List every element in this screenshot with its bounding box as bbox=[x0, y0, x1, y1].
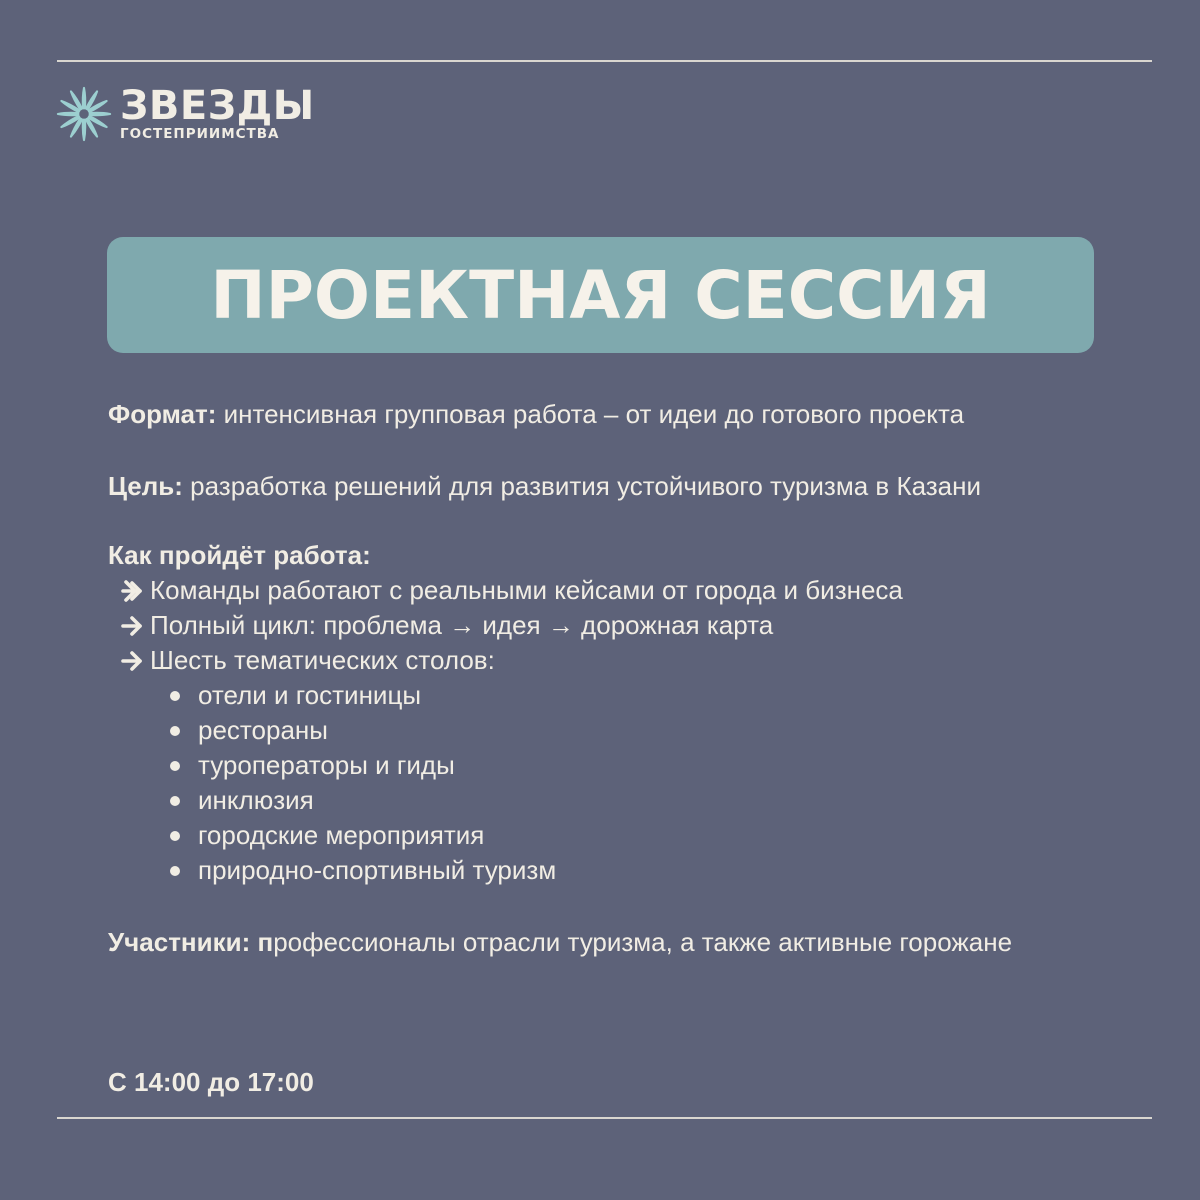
bullet-dot-icon bbox=[170, 796, 180, 806]
logo-ray bbox=[83, 120, 85, 140]
bullet-dot-icon bbox=[170, 726, 180, 736]
table-topic: инклюзия bbox=[198, 785, 314, 815]
session-time: С 14:00 до 17:00 bbox=[108, 1067, 314, 1097]
logo-ray bbox=[90, 113, 110, 115]
top-divider bbox=[57, 60, 1152, 62]
list-item bbox=[170, 818, 556, 853]
table-topic: городские мероприятия bbox=[198, 820, 485, 850]
participants-text: рофессионалы отрасли туризма, а также активные горожане bbox=[273, 927, 1013, 957]
tables-list bbox=[170, 678, 556, 888]
bullet-dot-icon bbox=[170, 866, 180, 876]
arrow-right-icon bbox=[120, 648, 146, 674]
goal-paragraph bbox=[108, 469, 981, 504]
bullet-dot-icon bbox=[170, 691, 180, 701]
format-label: Формат: bbox=[108, 399, 217, 429]
logo-ray bbox=[83, 88, 85, 108]
sparkle-star-icon bbox=[55, 85, 113, 143]
list-item bbox=[170, 678, 556, 713]
participants-paragraph bbox=[108, 925, 1108, 960]
brand-name: ЗВЕЗДЫ bbox=[120, 82, 315, 129]
bullet-dot-icon bbox=[170, 831, 180, 841]
goal-label: Цель: bbox=[108, 471, 183, 501]
list-item bbox=[170, 783, 556, 818]
participants-label: Участники: п bbox=[108, 927, 274, 957]
step-text: Полный цикл: проблема → идея → дорожная карта bbox=[150, 610, 774, 640]
page-title: ПРОЕКТНАЯ СЕССИЯ bbox=[210, 256, 991, 334]
brand-subtitle: ГОСТЕПРИИМСТВА bbox=[120, 125, 280, 142]
bullet-dot-icon bbox=[170, 761, 180, 771]
step-item bbox=[120, 643, 903, 678]
step-item bbox=[120, 573, 903, 608]
title-banner bbox=[107, 237, 1094, 353]
table-topic: рестораны bbox=[198, 715, 328, 745]
brand-logo bbox=[55, 82, 315, 146]
how-heading: Как пройдёт работа: bbox=[108, 540, 371, 570]
step-text: Команды работают с реальными кейсами от города и бизнеса bbox=[150, 575, 903, 605]
list-item bbox=[170, 713, 556, 748]
step-item bbox=[120, 608, 903, 643]
steps-list bbox=[120, 573, 903, 678]
logo-ray bbox=[58, 113, 78, 115]
goal-text: разработка решений для развития устойчивого туризма в Казани bbox=[182, 471, 982, 501]
table-topic: отели и гостиницы bbox=[198, 680, 422, 710]
format-paragraph bbox=[108, 397, 964, 432]
arrow-right-icon bbox=[120, 613, 146, 639]
table-topic: туроператоры и гиды bbox=[198, 750, 455, 780]
table-topic: природно-спортивный туризм bbox=[198, 855, 557, 885]
arrow-right-icon bbox=[120, 578, 146, 604]
step-text: Шесть тематических столов: bbox=[150, 645, 495, 675]
list-item bbox=[170, 853, 556, 888]
list-item bbox=[170, 748, 556, 783]
bottom-divider bbox=[57, 1117, 1152, 1119]
format-text: интенсивная групповая работа – от идеи до готового проекта bbox=[216, 399, 965, 429]
brand-wordmark bbox=[120, 82, 315, 142]
